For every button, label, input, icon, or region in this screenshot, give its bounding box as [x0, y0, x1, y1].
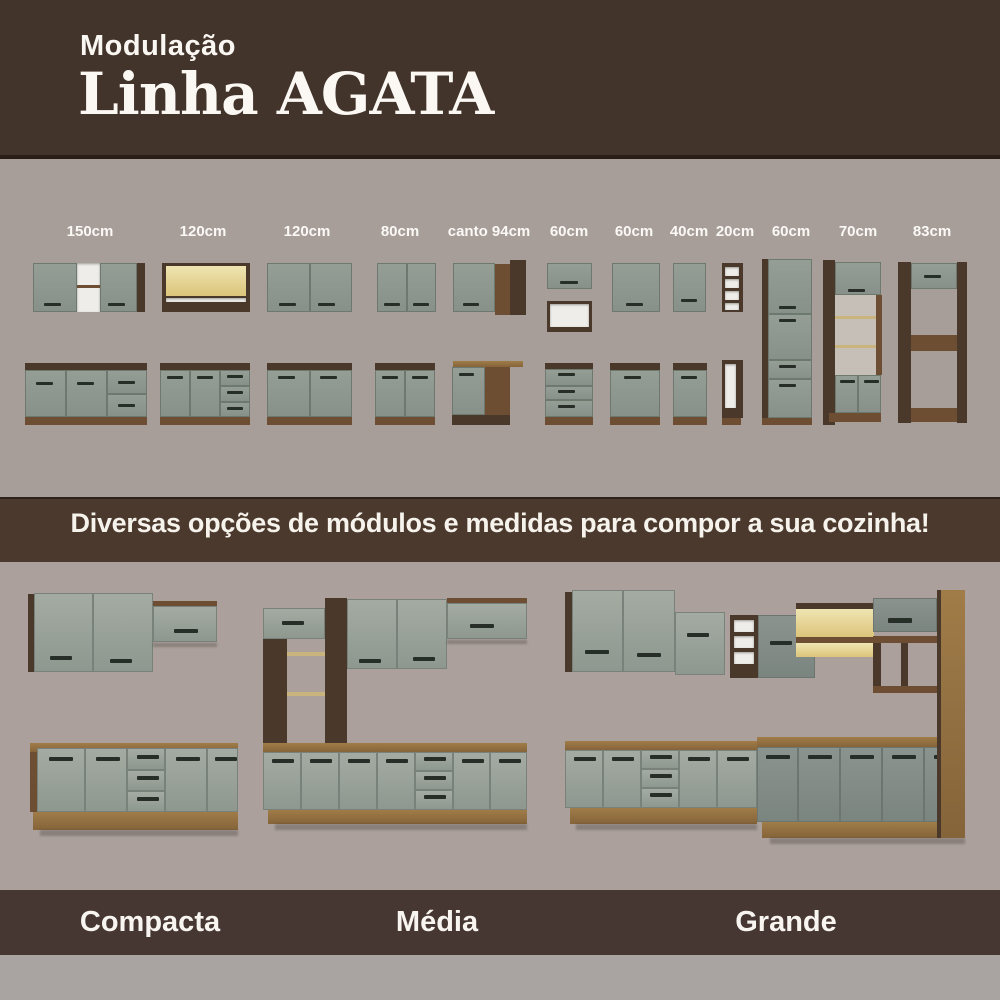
shadow — [770, 838, 965, 844]
door-handle — [227, 391, 243, 394]
door-handle — [174, 629, 198, 633]
door-handle — [462, 759, 484, 763]
shadow — [40, 830, 238, 836]
module-size-label: 60cm — [614, 223, 654, 240]
wood-panel — [957, 262, 967, 423]
glass-led-glow — [796, 643, 874, 657]
door-handle — [227, 407, 243, 410]
shadow — [447, 640, 527, 644]
door-handle — [424, 795, 446, 799]
kitchen-name-label: Média — [395, 906, 479, 938]
cabinet-door — [675, 612, 725, 675]
cabinet-door — [220, 370, 250, 386]
wood-panel — [263, 743, 527, 752]
door-handle — [118, 404, 135, 407]
door-handle — [624, 376, 641, 379]
wood-panel — [673, 363, 707, 370]
door-handle — [110, 659, 132, 663]
cabinet-door — [641, 788, 679, 808]
cabinet-door — [572, 590, 623, 672]
wood-panel — [570, 808, 757, 824]
wood-panel — [873, 636, 937, 643]
door-handle — [499, 759, 521, 763]
glass-led-glow — [166, 266, 246, 296]
door-handle — [840, 380, 855, 383]
cabinet-door — [25, 370, 66, 417]
open-niche — [166, 298, 246, 302]
cabinet-door — [545, 386, 593, 400]
wood-panel — [267, 363, 352, 370]
wood-panel — [77, 285, 100, 288]
door-handle — [137, 797, 159, 801]
open-niche — [734, 620, 754, 632]
door-handle — [924, 275, 941, 278]
door-handle — [560, 281, 578, 284]
shelf — [835, 345, 881, 348]
door-handle — [650, 793, 672, 797]
cabinet-door — [873, 598, 937, 632]
door-handle — [50, 656, 72, 660]
door-handle — [412, 376, 428, 379]
cabinet-door — [545, 400, 593, 417]
door-handle — [424, 776, 446, 780]
door-handle — [848, 289, 865, 292]
wood-panel — [545, 417, 593, 425]
cabinet-door — [545, 369, 593, 386]
cabinet-door — [415, 771, 453, 790]
door-handle — [558, 390, 575, 393]
cabinet-door — [768, 360, 812, 379]
door-handle — [413, 657, 435, 661]
module-size-label: 150cm — [66, 223, 114, 240]
door-handle — [137, 776, 159, 780]
wood-panel — [33, 812, 238, 830]
door-handle — [850, 755, 874, 759]
door-handle — [348, 759, 370, 763]
door-handle — [888, 618, 912, 623]
cabinet-door — [415, 790, 453, 810]
module-size-label: 120cm — [283, 223, 331, 240]
door-handle — [681, 299, 697, 302]
cabinet-door — [641, 769, 679, 788]
wood-panel — [829, 413, 881, 422]
header-kicker: Modulação — [80, 30, 236, 62]
door-handle — [108, 303, 125, 306]
kitchen-name-label: Grande — [735, 906, 837, 938]
open-niche — [550, 304, 589, 327]
wood-panel — [375, 417, 435, 425]
door-handle — [574, 757, 596, 761]
wood-panel — [137, 263, 145, 312]
door-handle — [688, 757, 710, 761]
door-handle — [197, 376, 213, 379]
wood-panel — [722, 418, 741, 425]
cabinet-door — [220, 386, 250, 402]
wood-panel — [762, 822, 965, 838]
door-handle — [413, 303, 429, 306]
shadow — [153, 643, 217, 647]
door-handle — [310, 759, 332, 763]
wood-panel — [823, 260, 835, 425]
wood-panel — [937, 590, 965, 838]
door-handle — [864, 380, 879, 383]
wood-panel — [268, 810, 527, 824]
wood-panel — [160, 363, 250, 370]
door-handle — [96, 757, 120, 761]
module-size-label: canto 94cm — [447, 223, 531, 240]
cabinet-door — [127, 770, 165, 791]
door-handle — [558, 405, 575, 408]
door-handle — [279, 303, 296, 306]
shadow — [576, 824, 757, 830]
door-handle — [282, 621, 304, 625]
cabinet-door — [415, 752, 453, 771]
wood-panel — [495, 264, 510, 315]
cabinet-door — [641, 750, 679, 769]
module-size-label: 120cm — [179, 223, 227, 240]
door-handle — [470, 624, 494, 628]
module-size-label: 40cm — [669, 223, 709, 240]
module-size-label: 70cm — [838, 223, 878, 240]
open-niche — [725, 291, 739, 300]
door-handle — [382, 376, 398, 379]
door-handle — [278, 376, 295, 379]
door-handle — [779, 384, 796, 387]
page-title: Linha AGATA — [78, 60, 494, 128]
shadow — [275, 824, 527, 830]
door-handle — [118, 381, 135, 384]
wood-panel — [610, 417, 660, 425]
door-handle — [272, 759, 294, 763]
door-handle — [215, 757, 237, 761]
cabinet-door — [673, 263, 706, 312]
door-handle — [779, 306, 796, 309]
door-handle — [612, 757, 634, 761]
door-handle — [779, 365, 796, 368]
door-handle — [463, 303, 479, 306]
open-niche — [725, 279, 739, 288]
door-handle — [359, 659, 381, 663]
cabinet-door — [447, 603, 527, 639]
door-handle — [650, 755, 672, 759]
wood-panel — [30, 752, 37, 812]
module-size-label: 80cm — [380, 223, 420, 240]
door-handle — [808, 755, 832, 759]
door-handle — [585, 650, 609, 654]
door-handle — [727, 757, 749, 761]
wood-panel — [25, 363, 147, 370]
kitchen-name-label: Compacta — [79, 906, 221, 938]
door-handle — [44, 303, 61, 306]
door-handle — [318, 303, 335, 306]
shelf — [287, 652, 325, 656]
door-handle — [424, 757, 446, 761]
door-handle — [637, 653, 661, 657]
wood-panel — [160, 417, 250, 425]
cabinet-door — [153, 606, 217, 642]
door-handle — [650, 774, 672, 778]
open-niche — [725, 364, 736, 408]
module-size-label: 20cm — [715, 223, 755, 240]
door-handle — [766, 755, 790, 759]
door-handle — [459, 373, 474, 376]
door-handle — [137, 755, 159, 759]
open-niche — [734, 652, 754, 664]
open-recess — [835, 295, 881, 375]
banner-text: Diversas opções de módulos e medidas para compor a sua cozinha! — [70, 508, 930, 538]
open-niche — [725, 267, 739, 276]
door-handle — [892, 755, 916, 759]
door-handle — [779, 319, 796, 322]
wood-panel — [485, 367, 510, 420]
cabinet-door — [127, 791, 165, 812]
wood-panel — [937, 590, 941, 838]
wood-panel — [565, 592, 572, 672]
glass-led-glow — [796, 609, 874, 637]
door-handle — [77, 382, 94, 385]
wood-panel — [898, 262, 911, 423]
door-handle — [770, 641, 792, 645]
wood-panel — [375, 363, 435, 370]
door-handle — [626, 303, 643, 306]
door-handle — [681, 376, 697, 379]
wood-panel — [673, 417, 707, 425]
cabinet-door — [127, 748, 165, 770]
wood-panel — [911, 335, 957, 351]
door-handle — [558, 373, 575, 376]
shelf — [287, 692, 325, 696]
module-size-label: 60cm — [549, 223, 589, 240]
wood-panel — [325, 598, 347, 743]
wood-panel — [762, 418, 812, 425]
open-niche — [725, 303, 739, 310]
wood-panel — [757, 737, 965, 747]
wood-panel — [565, 741, 757, 750]
wood-panel — [452, 415, 510, 425]
shelf — [835, 316, 881, 319]
cabinet-door — [66, 370, 107, 417]
module-size-label: 60cm — [771, 223, 811, 240]
wood-panel — [263, 639, 287, 743]
module-size-label: 83cm — [912, 223, 952, 240]
open-niche — [734, 636, 754, 648]
door-handle — [320, 376, 337, 379]
wood-panel — [510, 260, 526, 315]
cabinet-door — [623, 590, 675, 672]
door-handle — [167, 376, 183, 379]
wood-panel — [610, 363, 660, 370]
wood-panel — [876, 295, 882, 375]
door-handle — [227, 375, 243, 378]
wood-panel — [25, 417, 147, 425]
wood-panel — [873, 686, 937, 693]
door-handle — [36, 382, 53, 385]
cabinet-door — [34, 593, 93, 672]
door-handle — [176, 757, 200, 761]
door-handle — [384, 303, 400, 306]
wood-panel — [911, 408, 957, 422]
door-handle — [386, 759, 408, 763]
door-handle — [687, 633, 709, 637]
wood-panel — [267, 417, 352, 425]
door-handle — [49, 757, 73, 761]
cabinet-door — [547, 263, 592, 289]
